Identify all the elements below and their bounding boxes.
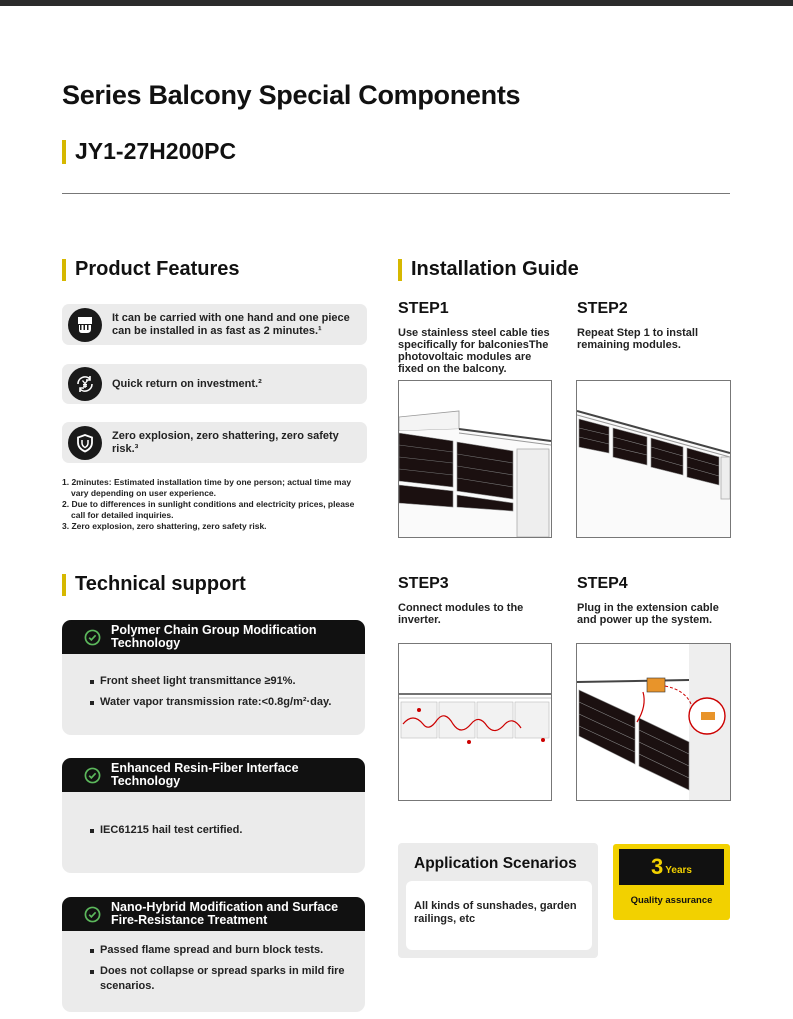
application-scenarios-content — [406, 881, 592, 950]
step-title: STEP1 — [398, 300, 449, 317]
technical-support-heading-text: Technical support — [75, 573, 246, 595]
accent-bar — [398, 259, 402, 281]
step-description: Use stainless steel cable ties specifically for balconiesThe photovoltaic modules are fixed on the balcony. — [398, 327, 550, 375]
check-circle-icon — [84, 767, 101, 784]
step-description: Repeat Step 1 to install remaining modules. — [577, 327, 699, 351]
list-item: Front sheet light transmittance ≥91%. — [90, 674, 353, 689]
step2-illustration — [576, 380, 731, 538]
tech-card-title: Polymer Chain Group Modification Technology — [111, 623, 317, 650]
product-features-heading-text: Product Features — [75, 258, 240, 280]
feature-card — [62, 304, 367, 345]
technical-support-heading — [62, 573, 246, 596]
step4-illustration — [576, 643, 731, 801]
list-item: Does not collapse or spread sparks in mild fire scenarios. — [90, 964, 353, 994]
list-item: Water vapor transmission rate:<0.8g/m²·day. — [90, 695, 353, 710]
carry-hand-icon — [68, 308, 102, 342]
yen-return-icon — [68, 367, 102, 401]
application-scenarios-text: All kinds of sunshades, garden railings, etc — [414, 900, 577, 925]
tech-card-header — [62, 620, 365, 654]
feature-card — [62, 364, 367, 404]
accent-bar — [62, 259, 66, 281]
check-circle-icon — [84, 906, 101, 923]
feature-text: Quick return on investment.² — [112, 377, 262, 390]
application-scenarios-box — [398, 843, 598, 958]
installation-guide-heading-text: Installation Guide — [411, 258, 579, 280]
feature-text: Zero explosion, zero shattering, zero safety risk.³ — [112, 429, 339, 455]
tech-card-title: Nano-Hybrid Modification and Surface Fire-Resistance Treatment — [111, 900, 339, 927]
step-description: Connect modules to the inverter. — [398, 602, 524, 626]
model-number — [62, 138, 236, 165]
list-item: IEC61215 hail test certified. — [90, 823, 353, 838]
badge-number: 3 — [651, 854, 664, 879]
model-number-text: JY1-27H200PC — [75, 138, 237, 164]
tech-card-header — [62, 758, 365, 792]
page-title: Series Balcony Special Components — [62, 80, 521, 110]
step-description: Plug in the extension cable and power up the system. — [577, 602, 719, 626]
top-bar — [0, 0, 793, 6]
step1-illustration — [398, 380, 552, 538]
header-divider — [62, 193, 730, 194]
badge-label: Quality assurance — [630, 895, 713, 906]
tech-card-body — [90, 943, 353, 1000]
badge-years — [619, 849, 724, 885]
accent-bar — [62, 140, 66, 164]
step-title: STEP3 — [398, 575, 449, 592]
footnote: 1. 2minutes: Estimated installation time by one person; actual time may vary depending on user experience. — [62, 477, 352, 498]
feature-card — [62, 422, 367, 463]
tech-card — [62, 758, 365, 873]
tech-card — [62, 620, 365, 735]
tech-card-title: Enhanced Resin-Fiber Interface Technology — [111, 761, 299, 788]
list-item: Passed flame spread and burn block tests. — [90, 943, 353, 958]
footnote: 2. Due to differences in sunlight conditions and electricity prices, please call for detailed inquiries. — [62, 499, 355, 520]
feature-text: It can be carried with one hand and one piece can be installed in as fast as 2 minutes.¹ — [112, 311, 350, 337]
installation-guide-heading — [398, 258, 579, 281]
tech-card-header — [62, 897, 365, 931]
step-title: STEP2 — [577, 300, 628, 317]
accent-bar — [62, 574, 66, 596]
tech-card — [62, 897, 365, 1012]
tech-card-body — [90, 823, 353, 844]
check-circle-icon — [84, 629, 101, 646]
badge-unit: Years — [665, 864, 692, 876]
footnote: 3. Zero explosion, zero shattering, zero safety risk. — [62, 521, 267, 531]
shield-icon — [68, 426, 102, 460]
tech-card-body — [90, 674, 353, 716]
product-features-heading — [62, 258, 239, 281]
application-scenarios-title: Application Scenarios — [414, 855, 577, 872]
step3-illustration — [398, 643, 552, 801]
footnotes — [62, 477, 362, 532]
step-title: STEP4 — [577, 575, 628, 592]
quality-badge — [613, 844, 730, 920]
